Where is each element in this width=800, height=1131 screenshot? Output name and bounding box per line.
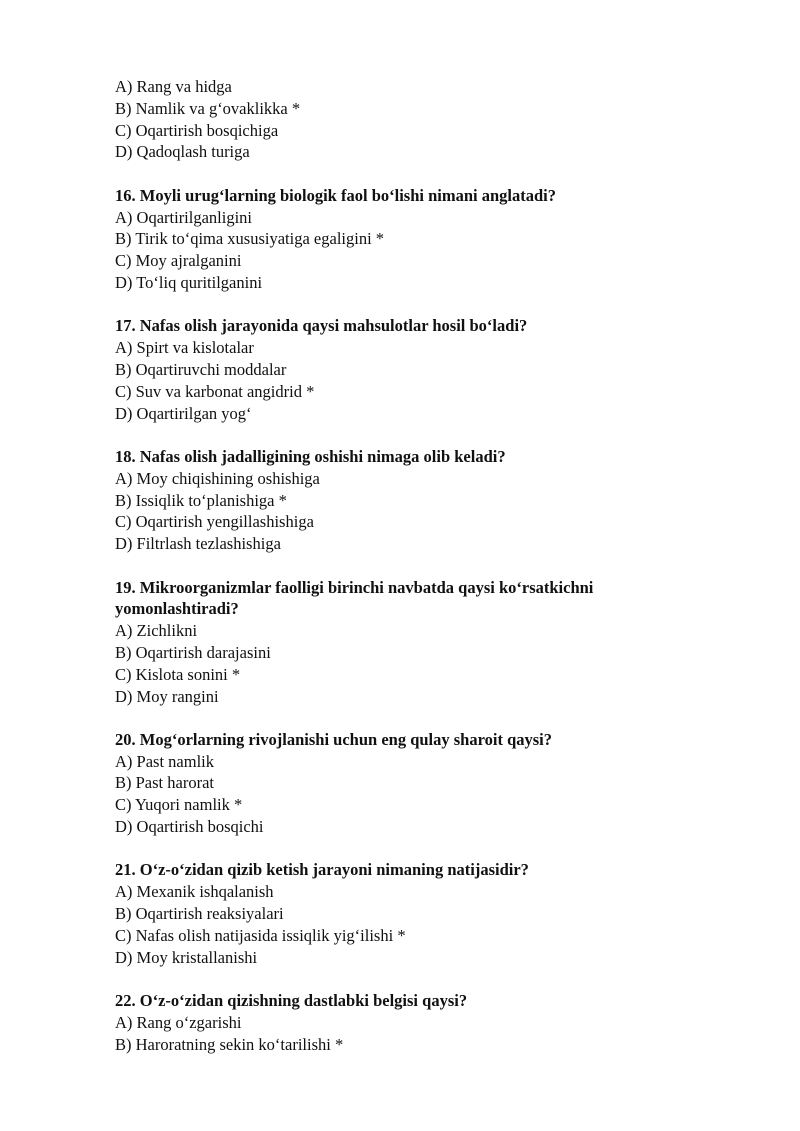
answer-option: B) Namlik va g‘ovaklikka * <box>115 98 301 118</box>
answer-option: A) Mexanik ishqalanish <box>115 882 274 902</box>
answer-option: B) Issiqlik to‘planishiga * <box>115 490 287 510</box>
question-title: 22. O‘z-o‘zidan qizishning dastlabki belgisi qaysi? <box>115 991 468 1011</box>
answer-option: B) Past harorat <box>115 773 214 793</box>
answer-option: A) Oqartirilganligini <box>115 207 253 227</box>
question-title: 18. Nafas olish jadalligining oshishi nimaga olib keladi? <box>115 446 506 466</box>
answer-option: D) Moy kristallanishi <box>115 947 258 967</box>
question-title: 16. Moyli urug‘larning biologik faol bo‘lishi nimani anglatadi? <box>115 185 556 205</box>
question-21 <box>115 859 715 968</box>
answer-option: A) Zichlikni <box>115 621 198 641</box>
answer-option: A) Rang va hidga <box>115 77 232 96</box>
answer-option: B) Oqartiruvchi moddalar <box>115 359 287 379</box>
answer-option: D) To‘liq quritilganini <box>115 272 263 292</box>
answer-option: C) Kislota sonini * <box>115 664 241 684</box>
question-15-continuation <box>115 76 715 163</box>
answer-option: A) Spirt va kislotalar <box>115 338 254 358</box>
answer-option: A) Moy chiqishining oshishiga <box>115 468 320 488</box>
answer-option: C) Yuqori namlik * <box>115 795 243 815</box>
answer-option: D) Moy rangini <box>115 686 219 706</box>
answer-option: B) Haroratning sekin ko‘tarilishi * <box>115 1034 344 1054</box>
answer-option: B) Oqartirish reaksiyalari <box>115 904 284 924</box>
answer-option: A) Rang o‘zgarishi <box>115 1012 242 1032</box>
question-16 <box>115 185 715 294</box>
answer-option: B) Oqartirish darajasini <box>115 642 271 662</box>
question-title-line: yomonlashtiradi? <box>115 599 239 619</box>
answer-option: C) Suv va karbonat angidrid * <box>115 381 315 401</box>
question-title: 17. Nafas olish jarayonida qaysi mahsulotlar hosil bo‘ladi? <box>115 316 528 336</box>
answer-option: D) Filtrlash tezlashishiga <box>115 534 281 554</box>
answer-option: D) Qadoqlash turiga <box>115 142 250 162</box>
question-title: 20. Mog‘orlarning rivojlanishi uchun eng qulay sharoit qaysi? <box>115 729 553 749</box>
answer-option: C) Oqartirish yengillashishiga <box>115 512 314 532</box>
answer-option: C) Nafas olish natijasida issiqlik yig‘ilishi * <box>115 925 406 945</box>
answer-option: B) Tirik to‘qima xususiyatiga egaligini * <box>115 229 385 249</box>
question-20 <box>115 729 715 838</box>
question-title: 21. O‘z-o‘zidan qizib ketish jarayoni nimaning natijasidir? <box>115 860 529 880</box>
answer-option: C) Oqartirish bosqichiga <box>115 120 279 140</box>
question-title-line: 19. Mikroorganizmlar faolligi birinchi navbatda qaysi ko‘rsatkichni <box>115 577 594 597</box>
answer-option: A) Past namlik <box>115 751 214 771</box>
question-18 <box>115 446 715 555</box>
answer-option: C) Moy ajralganini <box>115 251 242 271</box>
question-22 <box>115 990 715 1055</box>
question-17 <box>115 315 715 424</box>
answer-option: D) Oqartirish bosqichi <box>115 817 264 837</box>
question-19 <box>115 577 715 708</box>
document-page <box>115 76 715 1077</box>
answer-option: D) Oqartirilgan yog‘ <box>115 403 252 423</box>
